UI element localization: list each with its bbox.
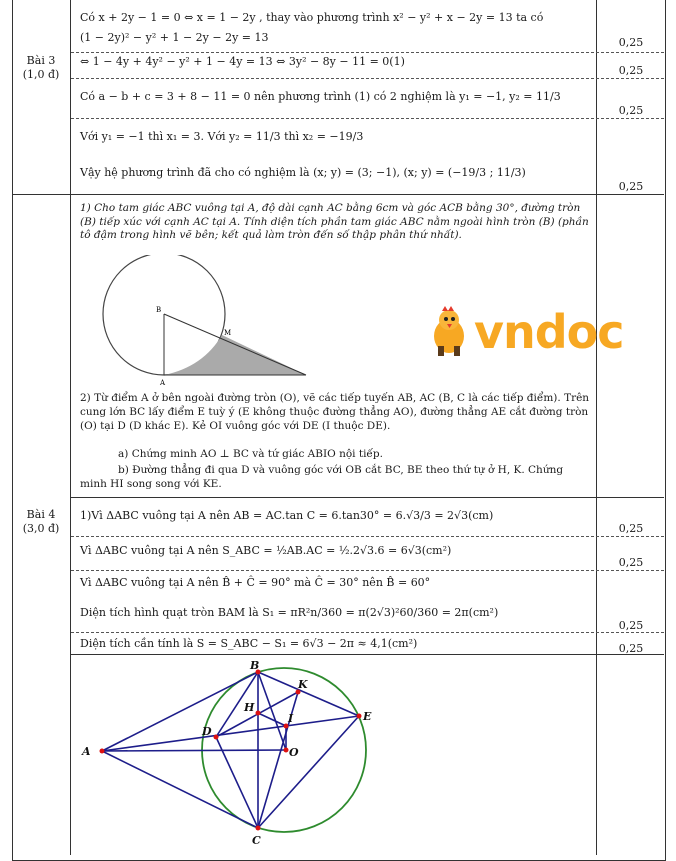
- vndoc-logo: [426, 305, 624, 359]
- bai3-row1-line2: (1 − 2y)² − y² + 1 − 2y − 2y = 13: [80, 31, 269, 44]
- bai3-row2-points: 0,25: [618, 64, 644, 77]
- bai4-sep1: [71, 536, 664, 537]
- bai3-score: (1,0 đ): [22, 68, 60, 81]
- bai4-problem2-intro: 2) Từ điểm A ở bên ngoài đường tròn (O), vẽ các tiếp tuyến AB, AC (B, C là các tiếp điểm). Trên cung lớn BC lấy điểm E tuỳ ý (E không thuộc đường thẳng AO), đường thẳng AE cắt đường tròn (O) tại D (D khác E). Kẻ OI vuông góc với DE (I thuộc DE).: [80, 392, 590, 432]
- bai4-sol-row1-points: 0,25: [618, 522, 644, 535]
- bai3-label: Bài 3: [26, 54, 56, 67]
- segment-ce: [258, 716, 359, 828]
- fig2-label-c: C: [252, 834, 261, 847]
- secant-ae: [102, 716, 359, 751]
- bai3-sep1: [71, 52, 664, 53]
- point-o: [284, 748, 289, 753]
- segment-hi: [258, 713, 286, 726]
- bai4-sol-row1: 1)Vì ΔABC vuông tại A nên AB = AC.tan C = 6.tan30° = 6.√3/3 = 2√3(cm): [80, 509, 494, 522]
- tangent-ac: [102, 751, 258, 828]
- point-c: [256, 826, 261, 831]
- bai4-sol-row3: Vì ΔABC vuông tại A nên B̂ + Ĉ = 90° mà Ĉ = 30° nên B̂ = 60°: [80, 576, 431, 589]
- bai4-sol-row5: Diện tích cần tính là S = S_ABC − S₁ = 6√3 − 2π ≈ 4,1(cm²): [80, 637, 418, 650]
- fig2-label-i: I: [288, 712, 294, 725]
- bai4-problem2-a: a) Chứng minh AO ⊥ BC và tứ giác ABIO nội tiếp.: [118, 448, 383, 460]
- label-m: M: [224, 329, 232, 337]
- bai3-row3-points: 0,25: [618, 104, 644, 117]
- fig2-label-k: K: [298, 678, 308, 691]
- vndoc-logo-text: vndoc: [474, 305, 624, 359]
- figure-triangle-circle: [96, 255, 316, 395]
- bai3-row2-line1: ⇔ 1 − 4y + 4y² − y² + 1 − 4y = 13 ⇔ 3y² − 8y − 11 = 0(1): [80, 55, 405, 68]
- label-a: A: [160, 379, 166, 387]
- bai4-sol-row2: Vì ΔABC vuông tại A nên S_ABC = ½AB.AC = ½.2√3.6 = 6√3(cm²): [80, 544, 452, 557]
- bai4-sep3: [71, 632, 664, 633]
- bai4-label: Bài 4: [26, 508, 56, 521]
- bai4-score: (3,0 đ): [22, 522, 60, 535]
- fig2-label-b: B: [250, 659, 260, 672]
- bai3-row3-line1: Có a − b + c = 3 + 8 − 11 = 0 nên phương trình (1) có 2 nghiệm là y₁ = −1, y₂ = 11/3: [80, 90, 561, 103]
- bai3-label-block: [12, 54, 70, 82]
- bai4-sep4: [71, 654, 664, 655]
- bai4-sol-row2-points: 0,25: [618, 556, 644, 569]
- bai3-sep2: [71, 78, 664, 79]
- chicken-mascot-icon: [426, 306, 472, 358]
- bai3-row4-line1: Với y₁ = −1 thì x₁ = 3. Với y₂ = 11/3 thì x₂ = −19/3: [80, 130, 364, 143]
- bai4-problem2-b: b) Đường thẳng đi qua D và vuông góc với OB cắt BC, BE theo thứ tự ở H, K. Chứng minh HI song song với KE.: [80, 464, 564, 490]
- bai4-sol-row5-points: 0,25: [618, 642, 644, 655]
- shaded-region: [164, 335, 306, 375]
- point-d: [214, 735, 219, 740]
- tangent-ab: [102, 672, 258, 751]
- bai4-sep2: [71, 570, 664, 571]
- label-b: B: [156, 306, 162, 314]
- problem-solution-separator: [71, 497, 664, 498]
- figure-tangent-circle: [76, 658, 396, 854]
- fig2-label-a: A: [82, 745, 91, 758]
- bai4-label-block: [12, 508, 70, 536]
- bai3-row5-line1: Vậy hệ phương trình đã cho có nghiệm là (x; y) = (3; −1), (x; y) = (−19/3 ; 11/3): [80, 166, 526, 179]
- fig2-label-d: D: [202, 725, 212, 738]
- bai4-sol-row4: Diện tích hình quạt tròn BAM là S₁ = πR²n/360 = π(2√3)²60/360 = 2π(cm²): [80, 606, 499, 619]
- bai3-sep3: [71, 118, 664, 119]
- bai4-sol-row4-points: 0,25: [618, 619, 644, 632]
- bai3-row1-line1: Có x + 2y − 1 = 0 ⇔ x = 1 − 2y , thay vào phương trình x² − y² + x − 2y = 13 ta có: [80, 11, 544, 24]
- fig2-label-o: O: [289, 746, 299, 759]
- point-h: [256, 711, 261, 716]
- bai3-row5-points: 0,25: [618, 180, 644, 193]
- bai-separator: [12, 194, 664, 195]
- point-a: [100, 749, 105, 754]
- bai3-row1-points: 0,25: [618, 36, 644, 49]
- bai4-problem1: 1) Cho tam giác ABC vuông tại A, độ dài cạnh AC bằng 6cm và góc ACB bằng 30°, đường tròn (B) tiếp xúc với cạnh AC tại A. Tính diện tích phần tam giác ABC nằm ngoài hình tròn (B) (phần tô đậm trong hình vẽ bên; kết quả làm tròn đến số thập phân thứ nhất).: [80, 202, 589, 241]
- col-divider-right: [596, 0, 597, 855]
- point-e: [357, 714, 362, 719]
- fig2-label-e: E: [363, 710, 372, 723]
- col-divider-left: [70, 0, 71, 855]
- fig2-label-h: H: [244, 701, 255, 714]
